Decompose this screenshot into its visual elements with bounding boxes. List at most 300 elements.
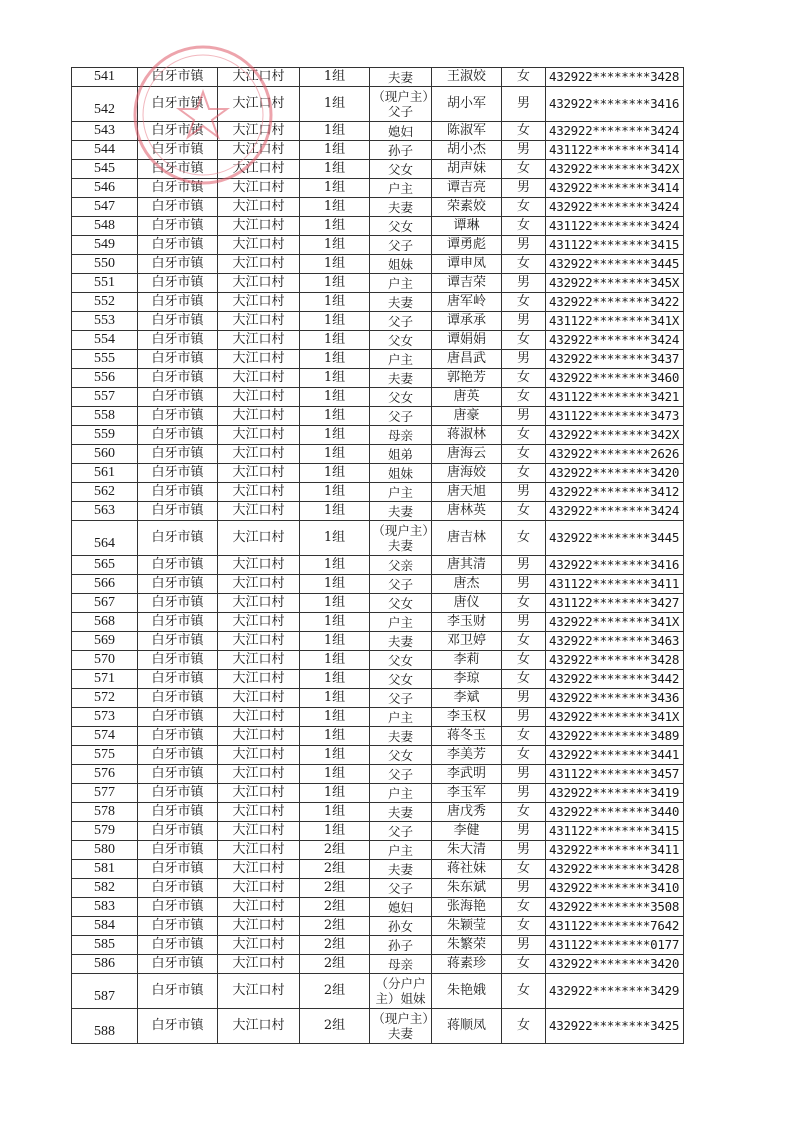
group-cell: 1组	[300, 388, 370, 407]
name-cell: 唐海姣	[432, 464, 502, 483]
group-cell: 1组	[300, 236, 370, 255]
gender-cell: 男	[502, 179, 546, 198]
row-number: 559	[72, 426, 138, 445]
row-number: 550	[72, 255, 138, 274]
name-cell: 朱颖莹	[432, 917, 502, 936]
village-cell: 大江口村	[218, 765, 300, 784]
table-row	[72, 575, 684, 594]
table-row	[72, 293, 684, 312]
town-cell: 白牙市镇	[138, 556, 218, 575]
gender-cell: 女	[502, 369, 546, 388]
village-cell: 大江口村	[218, 841, 300, 860]
town-cell: 白牙市镇	[138, 632, 218, 651]
table-row	[72, 122, 684, 141]
table-row	[72, 68, 684, 87]
relation-cell: 父子	[370, 407, 432, 426]
name-cell: 李玉军	[432, 784, 502, 803]
village-cell: 大江口村	[218, 879, 300, 898]
name-cell: 陈淑军	[432, 122, 502, 141]
name-cell: 蒋素珍	[432, 955, 502, 974]
row-number: 543	[72, 122, 138, 141]
table-body	[72, 68, 684, 1044]
id-number-cell: 432922********3420	[546, 955, 684, 974]
relation-cell: 父子	[370, 765, 432, 784]
table-row	[72, 765, 684, 784]
relation-cell: 孙子	[370, 141, 432, 160]
village-cell: 大江口村	[218, 445, 300, 464]
town-cell: 白牙市镇	[138, 575, 218, 594]
row-number: 546	[72, 179, 138, 198]
relation-cell: 夫妻	[370, 68, 432, 87]
village-cell: 大江口村	[218, 217, 300, 236]
name-cell: 邓卫婷	[432, 632, 502, 651]
gender-cell: 女	[502, 68, 546, 87]
id-number-cell: 431122********3415	[546, 236, 684, 255]
town-cell: 白牙市镇	[138, 236, 218, 255]
relation-cell: 父女	[370, 388, 432, 407]
group-cell: 2组	[300, 974, 370, 1009]
gender-cell: 女	[502, 898, 546, 917]
village-cell: 大江口村	[218, 708, 300, 727]
row-number: 570	[72, 651, 138, 670]
id-number-cell: 432922********3416	[546, 556, 684, 575]
table-row	[72, 217, 684, 236]
relation-cell: 父女	[370, 217, 432, 236]
gender-cell: 女	[502, 426, 546, 445]
group-cell: 2组	[300, 917, 370, 936]
town-cell: 白牙市镇	[138, 651, 218, 670]
town-cell: 白牙市镇	[138, 255, 218, 274]
row-number: 553	[72, 312, 138, 331]
group-cell: 1组	[300, 141, 370, 160]
table-row	[72, 917, 684, 936]
table-row	[72, 1009, 684, 1044]
gender-cell: 男	[502, 784, 546, 803]
id-number-cell: 432922********3442	[546, 670, 684, 689]
relation-cell: 户主	[370, 708, 432, 727]
row-number: 565	[72, 556, 138, 575]
town-cell: 白牙市镇	[138, 613, 218, 632]
relation-cell: 姐妹	[370, 255, 432, 274]
gender-cell: 男	[502, 483, 546, 502]
village-cell: 大江口村	[218, 388, 300, 407]
gender-cell: 女	[502, 974, 546, 1009]
name-cell: 唐仪	[432, 594, 502, 613]
row-number: 587	[72, 974, 138, 1009]
id-number-cell: 432922********3489	[546, 727, 684, 746]
group-cell: 1组	[300, 483, 370, 502]
row-number: 552	[72, 293, 138, 312]
village-cell: 大江口村	[218, 632, 300, 651]
gender-cell: 女	[502, 521, 546, 556]
name-cell: 谭申凤	[432, 255, 502, 274]
town-cell: 白牙市镇	[138, 445, 218, 464]
row-number: 567	[72, 594, 138, 613]
row-number: 571	[72, 670, 138, 689]
table-row	[72, 331, 684, 350]
table-row	[72, 898, 684, 917]
name-cell: 唐天旭	[432, 483, 502, 502]
relation-cell: 父亲	[370, 556, 432, 575]
table-row	[72, 670, 684, 689]
name-cell: 朱繁荣	[432, 936, 502, 955]
row-number: 585	[72, 936, 138, 955]
id-number-cell: 432922********3460	[546, 369, 684, 388]
table-row	[72, 632, 684, 651]
village-cell: 大江口村	[218, 803, 300, 822]
name-cell: 李玉权	[432, 708, 502, 727]
gender-cell: 女	[502, 388, 546, 407]
id-number-cell: 432922********3411	[546, 841, 684, 860]
id-number-cell: 431122********7642	[546, 917, 684, 936]
group-cell: 1组	[300, 331, 370, 350]
name-cell: 李琼	[432, 670, 502, 689]
village-cell: 大江口村	[218, 369, 300, 388]
row-number: 541	[72, 68, 138, 87]
group-cell: 1组	[300, 198, 370, 217]
group-cell: 1组	[300, 556, 370, 575]
group-cell: 1组	[300, 87, 370, 122]
table-row	[72, 255, 684, 274]
town-cell: 白牙市镇	[138, 936, 218, 955]
name-cell: 唐其清	[432, 556, 502, 575]
relation-cell: 户主	[370, 784, 432, 803]
name-cell: 李美芳	[432, 746, 502, 765]
row-number: 575	[72, 746, 138, 765]
relation-cell: 父女	[370, 746, 432, 765]
village-cell: 大江口村	[218, 594, 300, 613]
gender-cell: 男	[502, 822, 546, 841]
name-cell: 唐英	[432, 388, 502, 407]
table-row	[72, 179, 684, 198]
relation-cell: 母亲	[370, 426, 432, 445]
id-number-cell: 432922********345X	[546, 274, 684, 293]
town-cell: 白牙市镇	[138, 765, 218, 784]
village-cell: 大江口村	[218, 651, 300, 670]
relation-cell: 户主	[370, 483, 432, 502]
table-row	[72, 141, 684, 160]
relation-cell: 父子	[370, 312, 432, 331]
id-number-cell: 432922********3428	[546, 68, 684, 87]
id-number-cell: 431122********3411	[546, 575, 684, 594]
relation-cell: 夫妻	[370, 727, 432, 746]
name-cell: 王淑姣	[432, 68, 502, 87]
village-cell: 大江口村	[218, 179, 300, 198]
name-cell: 谭吉荣	[432, 274, 502, 293]
id-number-cell: 432922********3424	[546, 198, 684, 217]
group-cell: 1组	[300, 632, 370, 651]
relation-cell: 户主	[370, 613, 432, 632]
gender-cell: 男	[502, 312, 546, 331]
relation-cell: 父女	[370, 331, 432, 350]
relation-cell: 姐弟	[370, 445, 432, 464]
relation-cell: 夫妻	[370, 803, 432, 822]
row-number: 545	[72, 160, 138, 179]
gender-cell: 女	[502, 445, 546, 464]
group-cell: 1组	[300, 575, 370, 594]
town-cell: 白牙市镇	[138, 388, 218, 407]
town-cell: 白牙市镇	[138, 350, 218, 369]
village-cell: 大江口村	[218, 312, 300, 331]
village-cell: 大江口村	[218, 575, 300, 594]
town-cell: 白牙市镇	[138, 860, 218, 879]
village-cell: 大江口村	[218, 426, 300, 445]
id-number-cell: 432922********3428	[546, 651, 684, 670]
name-cell: 李武明	[432, 765, 502, 784]
town-cell: 白牙市镇	[138, 160, 218, 179]
row-number: 573	[72, 708, 138, 727]
table-row	[72, 521, 684, 556]
group-cell: 1组	[300, 369, 370, 388]
town-cell: 白牙市镇	[138, 198, 218, 217]
row-number: 556	[72, 369, 138, 388]
id-number-cell: 431122********3473	[546, 407, 684, 426]
group-cell: 1组	[300, 407, 370, 426]
row-number: 569	[72, 632, 138, 651]
table-row	[72, 502, 684, 521]
town-cell: 白牙市镇	[138, 708, 218, 727]
row-number: 580	[72, 841, 138, 860]
village-cell: 大江口村	[218, 407, 300, 426]
gender-cell: 女	[502, 670, 546, 689]
town-cell: 白牙市镇	[138, 841, 218, 860]
town-cell: 白牙市镇	[138, 974, 218, 1009]
table-row	[72, 426, 684, 445]
group-cell: 1组	[300, 765, 370, 784]
town-cell: 白牙市镇	[138, 727, 218, 746]
id-number-cell: 432922********3424	[546, 122, 684, 141]
gender-cell: 男	[502, 765, 546, 784]
table-row	[72, 445, 684, 464]
gender-cell: 女	[502, 860, 546, 879]
relation-cell: 父子	[370, 236, 432, 255]
row-number: 576	[72, 765, 138, 784]
name-cell: 李健	[432, 822, 502, 841]
row-number: 548	[72, 217, 138, 236]
name-cell: 荣素姣	[432, 198, 502, 217]
village-cell: 大江口村	[218, 350, 300, 369]
row-number: 581	[72, 860, 138, 879]
gender-cell: 女	[502, 917, 546, 936]
gender-cell: 女	[502, 651, 546, 670]
id-number-cell: 432922********341X	[546, 708, 684, 727]
row-number: 574	[72, 727, 138, 746]
id-number-cell: 432922********3445	[546, 521, 684, 556]
group-cell: 2组	[300, 898, 370, 917]
table-row	[72, 689, 684, 708]
gender-cell: 女	[502, 198, 546, 217]
village-cell: 大江口村	[218, 613, 300, 632]
town-cell: 白牙市镇	[138, 464, 218, 483]
id-number-cell: 431122********3424	[546, 217, 684, 236]
relation-cell: 父女	[370, 651, 432, 670]
gender-cell: 男	[502, 708, 546, 727]
name-cell: 唐军岭	[432, 293, 502, 312]
row-number: 586	[72, 955, 138, 974]
row-number: 554	[72, 331, 138, 350]
gender-cell: 女	[502, 803, 546, 822]
relation-cell: 夫妻	[370, 860, 432, 879]
village-cell: 大江口村	[218, 936, 300, 955]
group-cell: 1组	[300, 68, 370, 87]
relation-cell: 父女	[370, 670, 432, 689]
village-cell: 大江口村	[218, 784, 300, 803]
row-number: 542	[72, 87, 138, 122]
village-cell: 大江口村	[218, 898, 300, 917]
table-row	[72, 746, 684, 765]
relation-cell: 媳妇	[370, 898, 432, 917]
gender-cell: 女	[502, 746, 546, 765]
group-cell: 1组	[300, 445, 370, 464]
relation-cell: 户主	[370, 274, 432, 293]
name-cell: 谭承承	[432, 312, 502, 331]
name-cell: 郭艳芳	[432, 369, 502, 388]
name-cell: 李莉	[432, 651, 502, 670]
table-row	[72, 727, 684, 746]
table-row	[72, 160, 684, 179]
relation-cell: 户主	[370, 350, 432, 369]
town-cell: 白牙市镇	[138, 521, 218, 556]
gender-cell: 男	[502, 87, 546, 122]
id-number-cell: 432922********3440	[546, 803, 684, 822]
gender-cell: 男	[502, 274, 546, 293]
group-cell: 1组	[300, 426, 370, 445]
relation-cell: 夫妻	[370, 293, 432, 312]
town-cell: 白牙市镇	[138, 803, 218, 822]
row-number: 560	[72, 445, 138, 464]
id-number-cell: 432922********3445	[546, 255, 684, 274]
village-cell: 大江口村	[218, 87, 300, 122]
gender-cell: 女	[502, 632, 546, 651]
gender-cell: 女	[502, 1009, 546, 1044]
id-number-cell: 432922********3412	[546, 483, 684, 502]
relation-cell: 父女	[370, 160, 432, 179]
gender-cell: 男	[502, 689, 546, 708]
name-cell: 朱大清	[432, 841, 502, 860]
row-number: 551	[72, 274, 138, 293]
group-cell: 2组	[300, 955, 370, 974]
name-cell: 蒋顺凤	[432, 1009, 502, 1044]
village-cell: 大江口村	[218, 141, 300, 160]
gender-cell: 男	[502, 141, 546, 160]
village-cell: 大江口村	[218, 502, 300, 521]
gender-cell: 男	[502, 407, 546, 426]
table-row	[72, 879, 684, 898]
table-row	[72, 388, 684, 407]
table-row	[72, 784, 684, 803]
relation-cell: 父子	[370, 879, 432, 898]
name-cell: 李斌	[432, 689, 502, 708]
town-cell: 白牙市镇	[138, 68, 218, 87]
row-number: 566	[72, 575, 138, 594]
table-row	[72, 407, 684, 426]
name-cell: 唐昌武	[432, 350, 502, 369]
row-number: 578	[72, 803, 138, 822]
group-cell: 1组	[300, 293, 370, 312]
group-cell: 1组	[300, 613, 370, 632]
name-cell: 蒋社妹	[432, 860, 502, 879]
id-number-cell: 431122********0177	[546, 936, 684, 955]
table-row	[72, 274, 684, 293]
town-cell: 白牙市镇	[138, 274, 218, 293]
village-cell: 大江口村	[218, 274, 300, 293]
row-number: 588	[72, 1009, 138, 1044]
table-row	[72, 822, 684, 841]
group-cell: 2组	[300, 860, 370, 879]
gender-cell: 女	[502, 160, 546, 179]
relation-cell: 父子	[370, 822, 432, 841]
table-row	[72, 464, 684, 483]
gender-cell: 男	[502, 879, 546, 898]
row-number: 568	[72, 613, 138, 632]
table-row	[72, 312, 684, 331]
group-cell: 1组	[300, 670, 370, 689]
name-cell: 谭勇彪	[432, 236, 502, 255]
group-cell: 1组	[300, 594, 370, 613]
town-cell: 白牙市镇	[138, 141, 218, 160]
row-number: 561	[72, 464, 138, 483]
village-cell: 大江口村	[218, 521, 300, 556]
id-number-cell: 432922********3420	[546, 464, 684, 483]
table-row	[72, 841, 684, 860]
village-cell: 大江口村	[218, 331, 300, 350]
id-number-cell: 431122********341X	[546, 312, 684, 331]
relation-cell: 户主	[370, 841, 432, 860]
village-cell: 大江口村	[218, 160, 300, 179]
table-row	[72, 613, 684, 632]
gender-cell: 男	[502, 841, 546, 860]
group-cell: 1组	[300, 274, 370, 293]
row-number: 564	[72, 521, 138, 556]
table-row	[72, 198, 684, 217]
village-cell: 大江口村	[218, 293, 300, 312]
table-row	[72, 483, 684, 502]
row-number: 549	[72, 236, 138, 255]
group-cell: 1组	[300, 746, 370, 765]
group-cell: 1组	[300, 727, 370, 746]
id-number-cell: 432922********2626	[546, 445, 684, 464]
gender-cell: 女	[502, 217, 546, 236]
table-row	[72, 556, 684, 575]
row-number: 562	[72, 483, 138, 502]
gender-cell: 女	[502, 502, 546, 521]
gender-cell: 女	[502, 594, 546, 613]
id-number-cell: 432922********3441	[546, 746, 684, 765]
id-number-cell: 432922********3463	[546, 632, 684, 651]
name-cell: 胡小杰	[432, 141, 502, 160]
town-cell: 白牙市镇	[138, 594, 218, 613]
village-cell: 大江口村	[218, 917, 300, 936]
town-cell: 白牙市镇	[138, 87, 218, 122]
group-cell: 1组	[300, 784, 370, 803]
table-row	[72, 369, 684, 388]
gender-cell: 女	[502, 293, 546, 312]
id-number-cell: 432922********3428	[546, 860, 684, 879]
group-cell: 1组	[300, 122, 370, 141]
name-cell: 张海艳	[432, 898, 502, 917]
row-number: 547	[72, 198, 138, 217]
table-row	[72, 974, 684, 1009]
group-cell: 1组	[300, 708, 370, 727]
town-cell: 白牙市镇	[138, 122, 218, 141]
group-cell: 1组	[300, 822, 370, 841]
gender-cell: 女	[502, 727, 546, 746]
name-cell: 唐林英	[432, 502, 502, 521]
group-cell: 1组	[300, 464, 370, 483]
town-cell: 白牙市镇	[138, 312, 218, 331]
name-cell: 唐杰	[432, 575, 502, 594]
id-number-cell: 432922********3414	[546, 179, 684, 198]
